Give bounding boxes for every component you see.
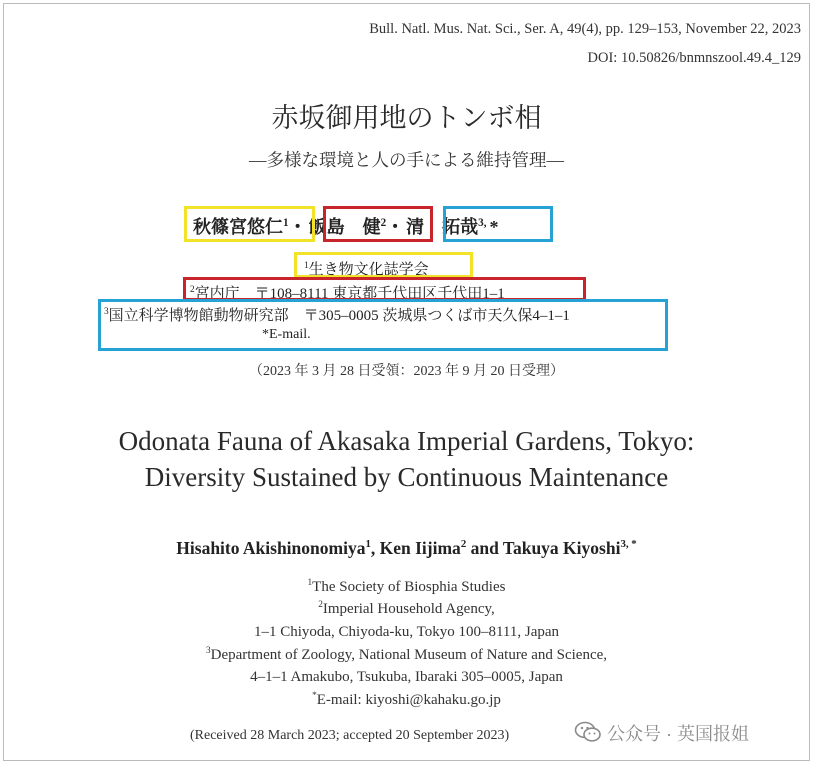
ja-title: 赤坂御用地のトンボ相 — [271, 103, 542, 133]
highlight-box-author-3 — [443, 206, 553, 242]
en-received: (Received 28 March 2023; accepted 20 September 2023) — [190, 728, 510, 743]
ja-author-1: 秋篠宮悠仁$^1$ — [193, 217, 289, 237]
ja-affil-1: $^1$生き物文化誌学会 — [304, 261, 429, 278]
highlight-box-author-2 — [323, 206, 433, 242]
ja-affil-3: $^3$国立科学博物館動物研究部 〒305–0005 茨城県つくば市天久保4–1–1 — [104, 307, 570, 324]
en-affil-3-line-2: 4–1–1 Amakubo, Tsukuba, Ibaraki 305–0005, Japan — [250, 669, 563, 685]
ja-author-sep: ・ — [386, 217, 405, 237]
ja-author-sep: ・ — [288, 217, 307, 237]
en-affil-2-line-2: 1–1 Chiyoda, Chiyoda-ku, Tokyo 100–8111, Japan — [253, 624, 560, 640]
highlight-box-author-1 — [184, 206, 315, 242]
en-title-line-1: Odonata Fauna of Akasaka Imperial Gardens, Tokyo: — [118, 426, 695, 456]
doi-line[interactable]: DOI: 10.50826/bnmnszool.49.4_129 — [587, 50, 801, 66]
citation-line: Bull. Natl. Mus. Nat. Sci., Ser. A, 49(4), pp. 129–153, November 22, 2023 — [369, 21, 801, 37]
wechat-icon — [574, 720, 602, 744]
ja-affil-2: $^2$宮内庁 〒108–8111 東京都千代田区千代田1–1 — [190, 285, 505, 302]
en-email: *E-mail: kiyoshi@kahaku.go.jp — [312, 691, 501, 708]
ja-received: （2023 年 3 月 28 日受領：2023 年 9 月 20 日受理） — [249, 364, 564, 379]
ja-author-2: 飯島 健$^2$ — [308, 217, 387, 237]
ja-subtitle: —多様な環境と人の手による維持管理— — [249, 150, 564, 170]
en-title-line-2: Diversity Sustained by Continuous Maintenance — [144, 462, 669, 492]
highlight-box-affil-1 — [294, 252, 473, 278]
ja-email: *E-mail. — [262, 327, 311, 342]
en-affil-2-line-1: $^2$Imperial Household Agency, — [318, 600, 495, 617]
en-affil-1: $^1$The Society of Biosphia Studies — [307, 578, 506, 595]
en-affil-3-line-1: $^3$Department of Zoology, National Museum of Nature and Science, — [205, 646, 608, 663]
en-author-line: Hisahito Akishinonomiya$^1$, Ken Iijima$^2$ and Takuya Kiyoshi$^{3, *}$ — [176, 538, 637, 558]
watermark-text: 公众号 · 英国报姐 — [607, 724, 749, 744]
highlight-box-affil-3 — [98, 299, 668, 351]
ja-author-3: 清 拓哉$^{3,}$ — [406, 217, 487, 237]
highlight-box-affil-2 — [183, 277, 586, 301]
ja-author-star: * — [489, 217, 499, 237]
